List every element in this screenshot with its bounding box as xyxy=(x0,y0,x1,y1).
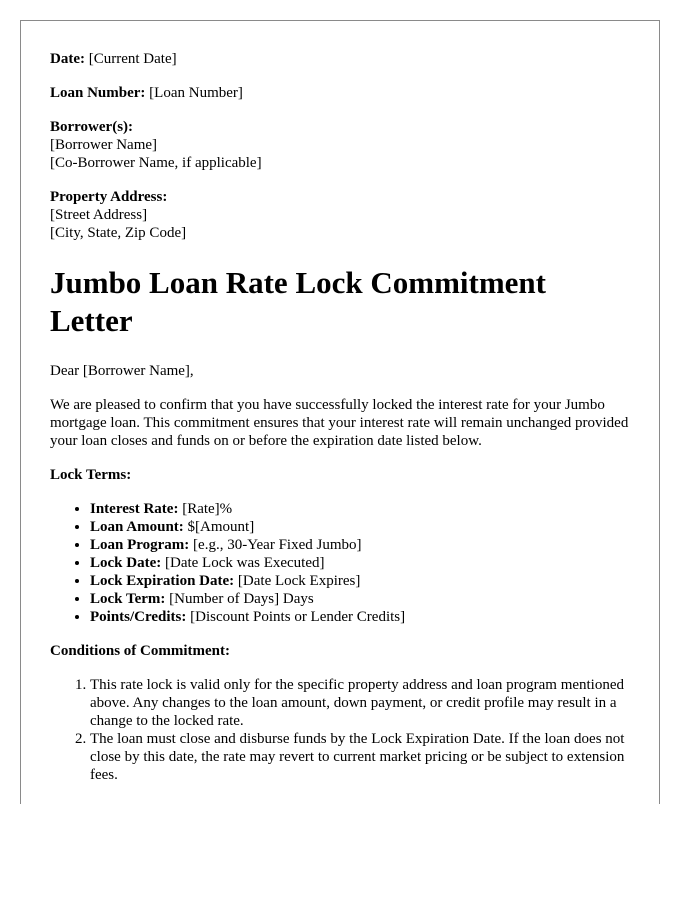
co-borrower-name: [Co-Borrower Name, if applicable] xyxy=(50,155,262,171)
loan-number-line xyxy=(50,84,635,102)
lock-term-value: [Number of Days] Days xyxy=(169,591,314,607)
lock-term-label: Lock Term: xyxy=(90,591,166,607)
condition-item: 2. The loan must close and disburse funds by the Lock Expiration Date. If the loan does not close by this date, the rate may revert to current market pricing or be subject to extension fees. xyxy=(90,730,635,784)
lock-term-label: Lock Expiration Date: xyxy=(90,573,235,589)
lock-term-value: $[Amount] xyxy=(187,519,255,535)
lock-term-label: Loan Program: xyxy=(90,537,190,553)
lock-term-item xyxy=(90,518,635,536)
lock-terms-heading xyxy=(50,466,635,484)
date-value: [Current Date] xyxy=(88,51,177,67)
lock-term-item xyxy=(90,536,635,554)
date-label: Date: xyxy=(50,51,85,67)
loan-number-label: Loan Number: xyxy=(50,85,146,101)
lock-term-label: Lock Date: xyxy=(90,555,162,571)
borrowers-block xyxy=(50,118,635,172)
salutation: Dear [Borrower Name], xyxy=(50,363,194,379)
lock-term-item xyxy=(90,554,635,572)
lock-term-value: [Date Lock was Executed] xyxy=(165,555,325,571)
lock-term-item xyxy=(90,500,635,518)
conditions-heading-text: Conditions of Commitment: xyxy=(50,643,230,659)
lock-term-item xyxy=(90,590,635,608)
borrower-name: [Borrower Name] xyxy=(50,137,158,153)
street-address: [Street Address] xyxy=(50,207,148,223)
lock-term-value: [Discount Points or Lender Credits] xyxy=(190,609,406,625)
property-address-block xyxy=(50,188,635,242)
intro-paragraph: We are pleased to confirm that you have successfully locked the interest rate for your Jumbo mortgage loan. This commitment ensures that your interest rate will remain unchanged provided your loan closes and funds on or before the expiration date listed below. xyxy=(50,397,629,449)
lock-term-label: Points/Credits: xyxy=(90,609,187,625)
condition-item: 1. This rate lock is valid only for the specific property address and loan program mentioned above. Any changes to the loan amount, down payment, or credit profile may result in a change to the locked rate. xyxy=(90,676,635,730)
lock-term-label: Interest Rate: xyxy=(90,501,179,517)
borrowers-label: Borrower(s): xyxy=(50,119,134,135)
property-address-label: Property Address: xyxy=(50,189,168,205)
loan-number-value: [Loan Number] xyxy=(149,85,243,101)
city-state-zip: [City, State, Zip Code] xyxy=(50,225,187,241)
lock-term-item xyxy=(90,608,635,626)
date-line xyxy=(50,50,635,68)
lock-term-item xyxy=(90,572,635,590)
lock-term-value: [e.g., 30-Year Fixed Jumbo] xyxy=(193,537,362,553)
lock-term-value: [Date Lock Expires] xyxy=(237,573,361,589)
lock-terms-list xyxy=(50,500,635,626)
lock-term-label: Loan Amount: xyxy=(90,519,184,535)
lock-term-value: [Rate]% xyxy=(182,501,233,517)
document-frame xyxy=(20,20,660,804)
conditions-heading xyxy=(50,642,635,660)
conditions-list xyxy=(50,676,635,784)
lock-terms-heading-text: Lock Terms: xyxy=(50,467,132,483)
letter-title: Jumbo Loan Rate Lock Commitment Letter xyxy=(50,265,546,338)
letter-content xyxy=(50,50,635,800)
